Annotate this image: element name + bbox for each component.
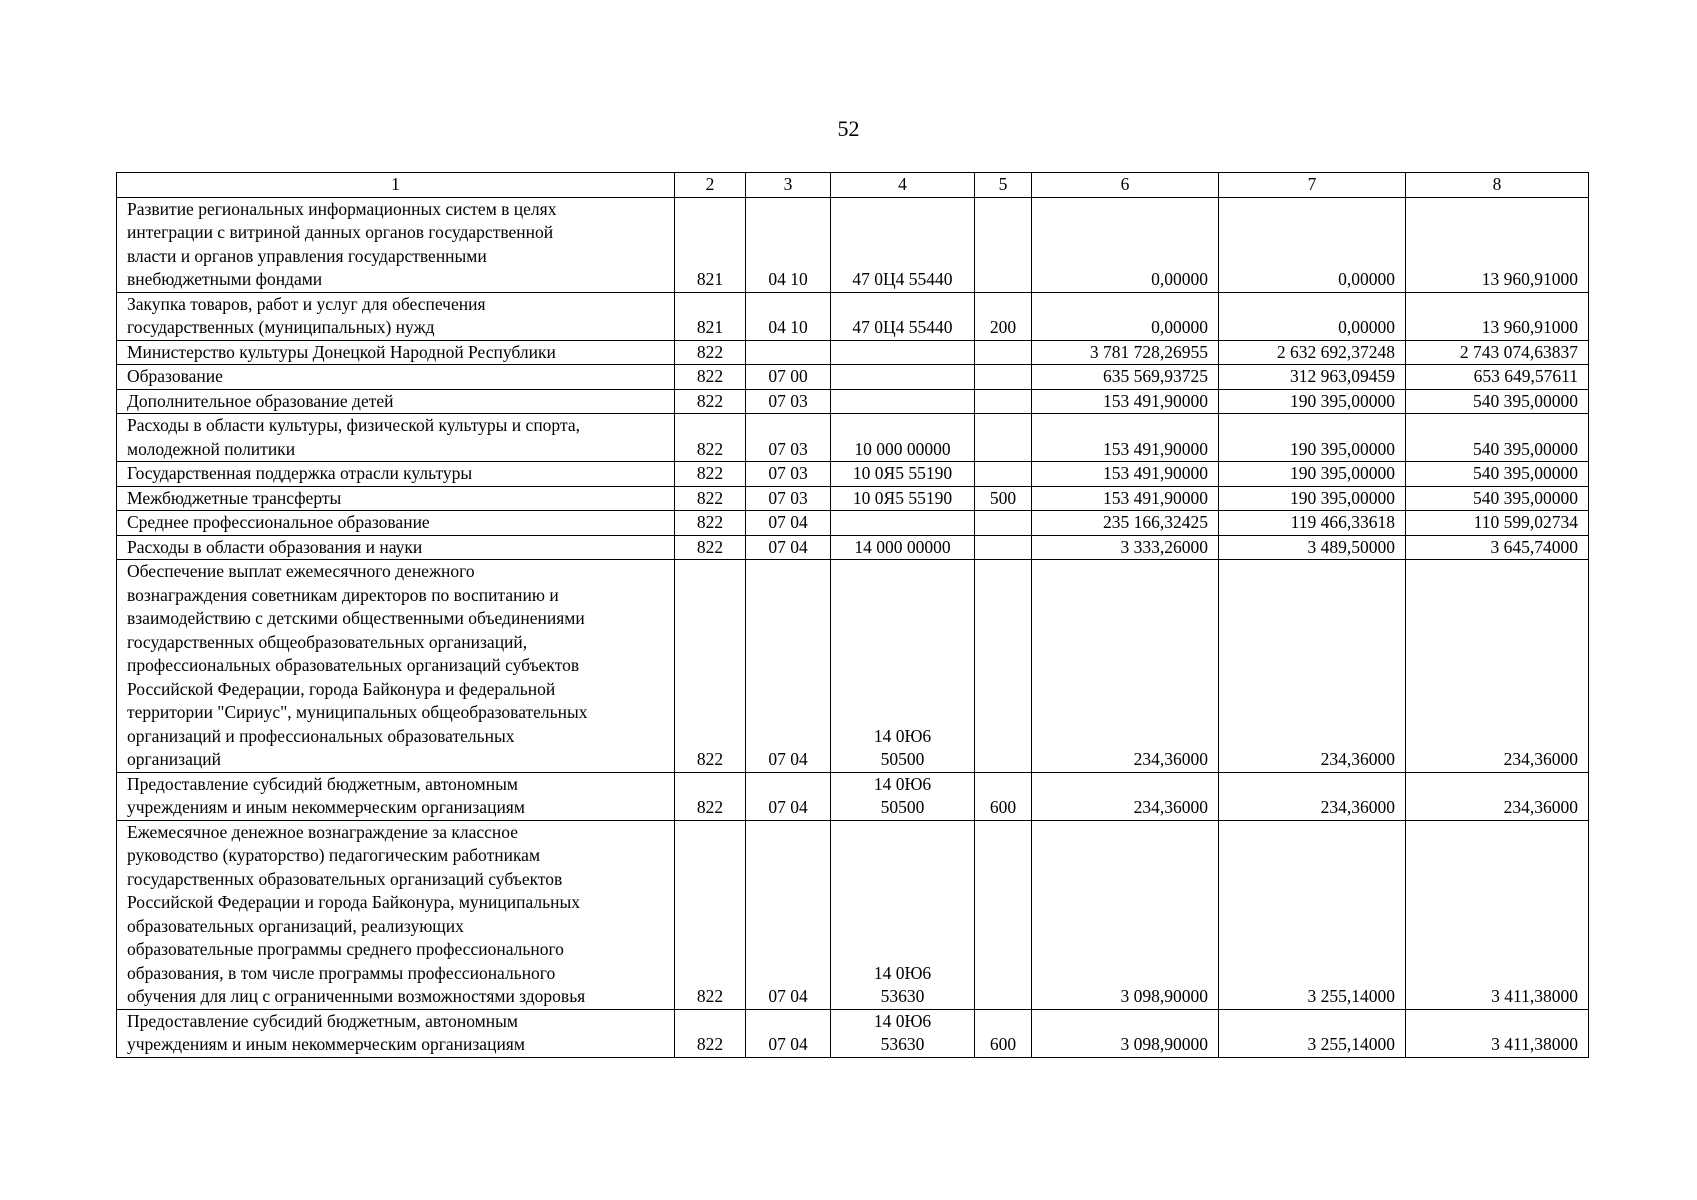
name-cell: Обеспечение выплат ежемесячного денежного вознаграждения советникам директоров по воспитанию и взаимодействию с детскими общественными объединениями государственных общеобразовательных организаций, профессиональных образовательных организаций субъектов Российской Федерации, города Байконура и федеральной территории "Сириус", муниципальных общеобразовательных организаций и профессиональных образовательных организаций	[117, 560, 675, 773]
target-article-cell	[831, 511, 975, 536]
ved-code-cell: 822	[675, 535, 746, 560]
amount-cell: 153 491,90000	[1032, 462, 1219, 487]
expense-type-cell	[975, 462, 1032, 487]
header-cell: 5	[975, 173, 1032, 198]
amount-cell: 3 255,14000	[1219, 1009, 1406, 1057]
header-cell: 4	[831, 173, 975, 198]
expense-type-cell: 600	[975, 1009, 1032, 1057]
name-cell: Среднее профессиональное образование	[117, 511, 675, 536]
table-row	[117, 511, 1589, 536]
section-code-cell	[746, 340, 831, 365]
name-cell: Дополнительное образование детей	[117, 389, 675, 414]
amount-cell: 234,36000	[1032, 560, 1219, 773]
amount-cell: 190 395,00000	[1219, 389, 1406, 414]
target-article-cell: 10 000 00000	[831, 414, 975, 462]
amount-cell: 3 645,74000	[1406, 535, 1589, 560]
ved-code-cell: 822	[675, 389, 746, 414]
table-row	[117, 820, 1589, 1009]
table-header-row	[117, 173, 1589, 198]
name-cell: Предоставление субсидий бюджетным, автономным учреждениям и иным некоммерческим организациям	[117, 772, 675, 820]
amount-cell: 110 599,02734	[1406, 511, 1589, 536]
section-code-cell: 07 04	[746, 511, 831, 536]
ved-code-cell: 822	[675, 365, 746, 390]
target-article-cell: 14 000 00000	[831, 535, 975, 560]
header-cell: 6	[1032, 173, 1219, 198]
name-cell: Ежемесячное денежное вознаграждение за классное руководство (кураторство) педагогическим работникам государственных образовательных организаций субъектов Российской Федерации и города Байконура, муниципальных образовательных организаций, реализующих образовательные программы среднего профессионального образования, в том числе программы профессионального обучения для лиц с ограниченными возможностями здоровья	[117, 820, 675, 1009]
section-code-cell: 07 04	[746, 772, 831, 820]
header-cell: 3	[746, 173, 831, 198]
amount-cell: 540 395,00000	[1406, 389, 1589, 414]
section-code-cell: 07 03	[746, 486, 831, 511]
amount-cell: 2 743 074,63837	[1406, 340, 1589, 365]
amount-cell: 153 491,90000	[1032, 486, 1219, 511]
ved-code-cell: 822	[675, 772, 746, 820]
target-article-cell: 10 0Я5 55190	[831, 462, 975, 487]
section-code-cell: 04 10	[746, 197, 831, 292]
amount-cell: 312 963,09459	[1219, 365, 1406, 390]
expense-type-cell: 200	[975, 292, 1032, 340]
expense-type-cell	[975, 340, 1032, 365]
expense-type-cell	[975, 389, 1032, 414]
expense-type-cell	[975, 197, 1032, 292]
amount-cell: 13 960,91000	[1406, 292, 1589, 340]
amount-cell: 13 960,91000	[1406, 197, 1589, 292]
amount-cell: 234,36000	[1406, 560, 1589, 773]
target-article-cell: 47 0Ц4 55440	[831, 197, 975, 292]
expense-type-cell	[975, 820, 1032, 1009]
amount-cell: 234,36000	[1219, 772, 1406, 820]
target-article-cell: 14 0Ю6 53630	[831, 820, 975, 1009]
table-row	[117, 486, 1589, 511]
amount-cell: 190 395,00000	[1219, 462, 1406, 487]
ved-code-cell: 821	[675, 197, 746, 292]
amount-cell: 190 395,00000	[1219, 414, 1406, 462]
table-row	[117, 1009, 1589, 1057]
section-code-cell: 07 04	[746, 535, 831, 560]
amount-cell: 153 491,90000	[1032, 414, 1219, 462]
budget-table	[116, 172, 1589, 1058]
expense-type-cell	[975, 511, 1032, 536]
amount-cell: 540 395,00000	[1406, 414, 1589, 462]
target-article-cell: 10 0Я5 55190	[831, 486, 975, 511]
amount-cell: 235 166,32425	[1032, 511, 1219, 536]
section-code-cell: 04 10	[746, 292, 831, 340]
expense-type-cell: 600	[975, 772, 1032, 820]
amount-cell: 3 255,14000	[1219, 820, 1406, 1009]
section-code-cell: 07 04	[746, 1009, 831, 1057]
expense-type-cell	[975, 535, 1032, 560]
amount-cell: 3 489,50000	[1219, 535, 1406, 560]
name-cell: Межбюджетные трансферты	[117, 486, 675, 511]
expense-type-cell	[975, 365, 1032, 390]
amount-cell: 3 411,38000	[1406, 820, 1589, 1009]
amount-cell: 3 411,38000	[1406, 1009, 1589, 1057]
header-cell: 1	[117, 173, 675, 198]
amount-cell: 2 632 692,37248	[1219, 340, 1406, 365]
section-code-cell: 07 03	[746, 462, 831, 487]
ved-code-cell: 822	[675, 486, 746, 511]
target-article-cell: 47 0Ц4 55440	[831, 292, 975, 340]
ved-code-cell: 822	[675, 340, 746, 365]
ved-code-cell: 821	[675, 292, 746, 340]
expense-type-cell	[975, 414, 1032, 462]
page-number: 52	[837, 116, 860, 141]
ved-code-cell: 822	[675, 462, 746, 487]
amount-cell: 0,00000	[1032, 292, 1219, 340]
table-row	[117, 414, 1589, 462]
target-article-cell: 14 0Ю6 50500	[831, 772, 975, 820]
section-code-cell: 07 03	[746, 389, 831, 414]
amount-cell: 635 569,93725	[1032, 365, 1219, 390]
amount-cell: 119 466,33618	[1219, 511, 1406, 536]
target-article-cell	[831, 340, 975, 365]
name-cell: Развитие региональных информационных систем в целях интеграции с витриной данных органов государственной власти и органов управления государственными внебюджетными фондами	[117, 197, 675, 292]
expense-type-cell	[975, 560, 1032, 773]
amount-cell: 153 491,90000	[1032, 389, 1219, 414]
amount-cell: 0,00000	[1219, 197, 1406, 292]
ved-code-cell: 822	[675, 1009, 746, 1057]
table-row	[117, 197, 1589, 292]
table-row	[117, 292, 1589, 340]
name-cell: Образование	[117, 365, 675, 390]
name-cell: Закупка товаров, работ и услуг для обеспечения государственных (муниципальных) нужд	[117, 292, 675, 340]
ved-code-cell: 822	[675, 560, 746, 773]
amount-cell: 3 333,26000	[1032, 535, 1219, 560]
amount-cell: 3 781 728,26955	[1032, 340, 1219, 365]
amount-cell: 234,36000	[1406, 772, 1589, 820]
table-row	[117, 389, 1589, 414]
target-article-cell: 14 0Ю6 50500	[831, 560, 975, 773]
name-cell: Министерство культуры Донецкой Народной Республики	[117, 340, 675, 365]
amount-cell: 234,36000	[1032, 772, 1219, 820]
amount-cell: 0,00000	[1219, 292, 1406, 340]
table-row	[117, 462, 1589, 487]
table-row	[117, 535, 1589, 560]
header-cell: 2	[675, 173, 746, 198]
name-cell: Расходы в области культуры, физической культуры и спорта, молодежной политики	[117, 414, 675, 462]
amount-cell: 653 649,57611	[1406, 365, 1589, 390]
target-article-cell	[831, 389, 975, 414]
amount-cell: 540 395,00000	[1406, 486, 1589, 511]
amount-cell: 540 395,00000	[1406, 462, 1589, 487]
amount-cell: 0,00000	[1032, 197, 1219, 292]
table-row	[117, 365, 1589, 390]
ved-code-cell: 822	[675, 820, 746, 1009]
amount-cell: 234,36000	[1219, 560, 1406, 773]
name-cell: Предоставление субсидий бюджетным, автономным учреждениям и иным некоммерческим организациям	[117, 1009, 675, 1057]
ved-code-cell: 822	[675, 414, 746, 462]
section-code-cell: 07 04	[746, 560, 831, 773]
ved-code-cell: 822	[675, 511, 746, 536]
name-cell: Государственная поддержка отрасли культуры	[117, 462, 675, 487]
header-cell: 7	[1219, 173, 1406, 198]
name-cell: Расходы в области образования и науки	[117, 535, 675, 560]
section-code-cell: 07 04	[746, 820, 831, 1009]
amount-cell: 3 098,90000	[1032, 1009, 1219, 1057]
target-article-cell: 14 0Ю6 53630	[831, 1009, 975, 1057]
table-row	[117, 772, 1589, 820]
section-code-cell: 07 03	[746, 414, 831, 462]
table-row	[117, 340, 1589, 365]
expense-type-cell: 500	[975, 486, 1032, 511]
header-cell: 8	[1406, 173, 1589, 198]
amount-cell: 3 098,90000	[1032, 820, 1219, 1009]
section-code-cell: 07 00	[746, 365, 831, 390]
target-article-cell	[831, 365, 975, 390]
table-row	[117, 560, 1589, 773]
amount-cell: 190 395,00000	[1219, 486, 1406, 511]
